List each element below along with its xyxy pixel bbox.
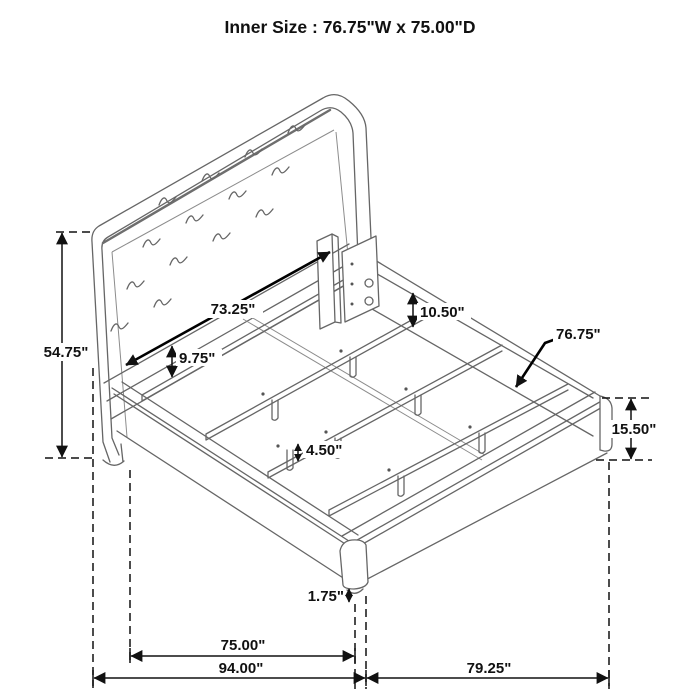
dim-overall-length — [93, 660, 366, 686]
dim-headboard-inner-width-label: 73.25" — [210, 301, 256, 318]
dim-frame-height-label: 15.50" — [611, 421, 657, 438]
dim-support-leg-height-label: 4.50" — [306, 442, 343, 459]
projection-lines — [93, 368, 609, 689]
dim-inner-width-pointer-label: 76.75" — [556, 326, 601, 343]
dim-headboard-height-label: 54.75" — [43, 344, 89, 361]
dim-support-leg-height — [298, 441, 347, 461]
dim-inner-width-pointer — [516, 325, 611, 387]
dim-rail-offset-label: 9.75" — [179, 350, 216, 367]
dim-overall-length-label: 94.00" — [218, 660, 264, 677]
dim-floor-clearance — [300, 588, 349, 605]
foot-rail-top — [342, 392, 605, 543]
diagram-title: Inner Size : 76.75"W x 75.00"D — [224, 17, 476, 37]
dim-inner-depth-label: 75.00" — [220, 637, 266, 654]
bracket-plate — [342, 236, 379, 322]
dim-floor-clearance-label: 1.75" — [307, 588, 344, 605]
center-rail — [243, 314, 485, 460]
dim-overall-width — [367, 660, 609, 686]
dim-overall-width-label: 79.25" — [466, 660, 512, 677]
front-corner-post — [340, 540, 368, 589]
dim-side-rail-height — [413, 293, 471, 327]
bracket-post — [317, 234, 335, 329]
dim-headboard-height — [41, 232, 94, 458]
dim-side-rail-height-label: 10.50" — [420, 304, 465, 321]
foot-rail-face — [354, 405, 607, 585]
